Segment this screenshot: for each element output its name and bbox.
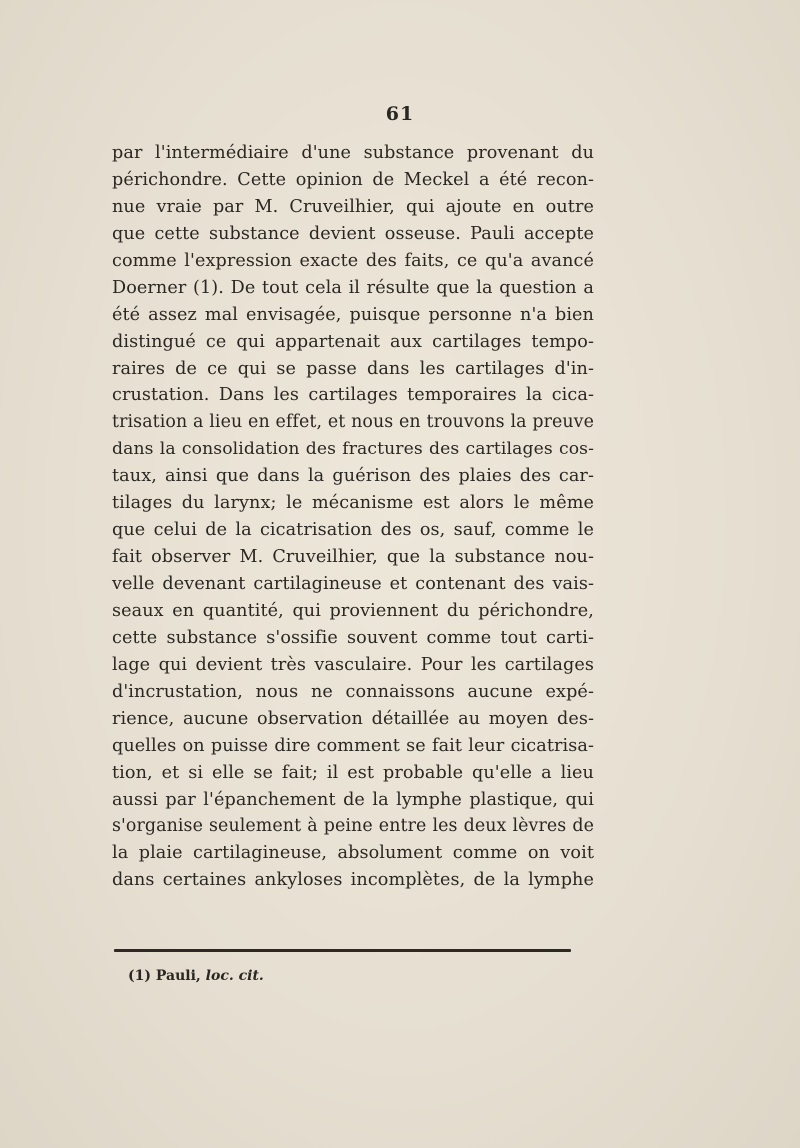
text-line: périchondre. Cette opinion de Meckel a été recon- <box>112 169 594 190</box>
text-line: trisation a lieu en effet, et nous en trouvons la preuve <box>112 412 594 433</box>
text-line: été assez mal envisagée, puisque personne n'a bien <box>112 304 594 325</box>
text-line: la plaie cartilagineuse, absolument comme on voit <box>112 843 594 864</box>
text-line: s'organise seulement à peine entre les deux lèvres de <box>112 816 594 837</box>
text-line: que celui de la cicatrisation des os, sauf, comme le <box>112 520 594 541</box>
text-line: fait observer M. Cruveilhier, que la substance nou- <box>112 547 594 568</box>
text-line: dans la consolidation des fractures des cartilages cos- <box>112 439 594 460</box>
body-text <box>112 140 594 894</box>
text-line: tilages du larynx; le mécanisme est alors le même <box>112 493 594 514</box>
text-line: taux, ainsi que dans la guérison des plaies des car- <box>112 466 594 487</box>
text-line: aussi par l'épanchement de la lymphe plastique, qui <box>112 789 594 810</box>
text-line: comme l'expression exacte des faits, ce qu'a avancé <box>112 250 594 271</box>
text-line: distingué ce qui appartenait aux cartilages tempo- <box>112 331 594 352</box>
footnote-citation: loc. cit. <box>205 968 264 984</box>
text-line: par l'intermédiaire d'une substance provenant du <box>112 143 594 163</box>
text-line: cette substance s'ossifie souvent comme tout carti- <box>112 627 594 648</box>
text-line: dans certaines ankyloses incomplètes, de la lymphe <box>112 870 594 891</box>
text-line: seaux en quantité, qui proviennent du périchondre, <box>112 600 594 621</box>
text-line: raires de ce qui se passe dans les cartilages d'in- <box>112 358 594 379</box>
text-line: lage qui devient très vasculaire. Pour les cartilages <box>112 654 594 675</box>
footnote-author: Pauli, <box>155 968 201 984</box>
page-number: 61 <box>385 103 415 125</box>
text-line: tion, et si elle se fait; il est probable qu'elle a lieu <box>112 762 594 783</box>
text-line: velle devenant cartilagineuse et contenant des vais- <box>112 574 594 594</box>
footnote <box>128 968 264 984</box>
footnote-rule <box>114 949 571 952</box>
text-line: nue vraie par M. Cruveilhier, qui ajoute en outre <box>112 196 594 217</box>
text-line: Doerner (1). De tout cela il résulte que la question a <box>112 277 594 298</box>
text-line: d'incrustation, nous ne connaissons aucune expé- <box>112 681 594 702</box>
text-line: crustation. Dans les cartilages temporaires la cica- <box>112 385 594 406</box>
footnote-marker: (1) <box>128 968 151 984</box>
text-line: que cette substance devient osseuse. Pauli accepte <box>112 223 594 244</box>
text-line: rience, aucune observation détaillée au moyen des- <box>112 708 594 729</box>
text-line: quelles on puisse dire comment se fait leur cicatrisa- <box>112 735 594 756</box>
